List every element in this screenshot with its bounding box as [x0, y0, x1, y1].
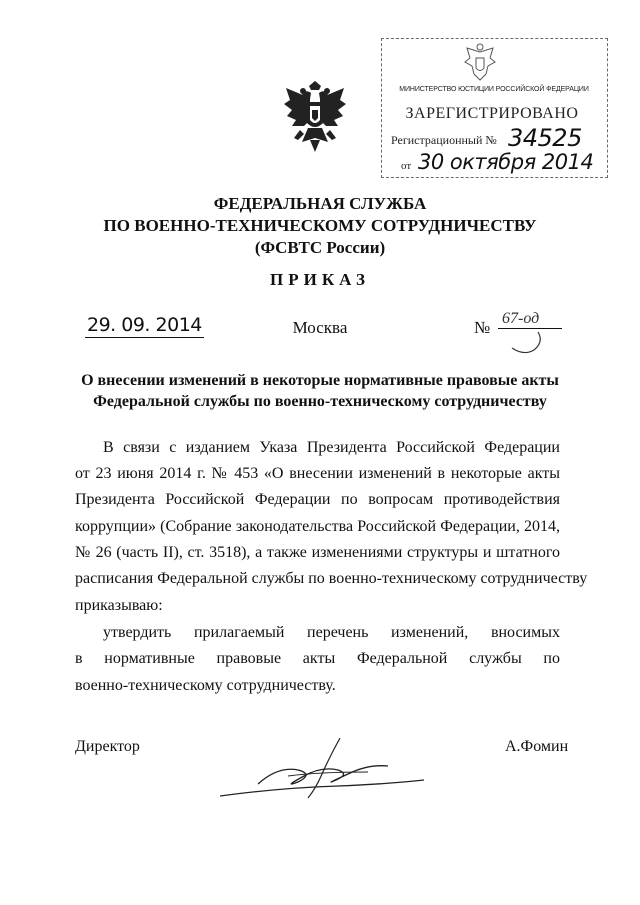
body-line: от 23 июня 2014 г. № 453 «О внесении изменений в некоторые акты	[75, 465, 560, 482]
order-date: 29. 09. 2014	[87, 314, 202, 336]
handwritten-curl-mark	[508, 330, 548, 356]
document-type-title: ПРИКАЗ	[270, 270, 370, 289]
body-line: коррупции» (Собрание законодательства Российской Федерации, 2014,	[75, 518, 560, 535]
body-line: В связи с изданием Указа Президента Российской Федерации	[103, 439, 560, 456]
body-line: в нормативные правовые акты Федеральной службы по	[75, 650, 560, 667]
agency-abbreviation: (ФСВТС России)	[254, 238, 386, 257]
body-line: расписания Федеральной службы по военно-техническому сотрудничеству	[75, 570, 588, 587]
body-line: Президента Российской Федерации по вопросам противодействия	[75, 491, 560, 508]
coat-of-arms-emblem	[282, 80, 348, 164]
handwritten-signature	[218, 736, 428, 802]
agency-name-line2: ПО ВОЕННО-ТЕХНИЧЕСКОМУ СОТРУДНИЧЕСТВУ	[103, 216, 537, 235]
body-line: военно-техническому сотрудничеству.	[75, 677, 336, 694]
stamp-date-label: от	[401, 160, 412, 172]
signatory-position: Директор	[75, 738, 140, 755]
order-number: 67-од	[498, 310, 562, 329]
body-line: приказываю:	[75, 597, 163, 614]
agency-name-line1: ФЕДЕРАЛЬНАЯ СЛУЖБА	[213, 194, 427, 213]
stamp-registration-number: 34525	[508, 124, 582, 152]
body-line: утвердить прилагаемый перечень изменений, вносимых	[103, 624, 560, 641]
subject-line2: Федеральной службы по военно-техническому сотрудничеству	[93, 393, 547, 410]
signatory-name: А.Фомин	[505, 738, 569, 755]
stamp-registration-date: 30 октября 2014	[418, 150, 594, 174]
stamp-ministry-name: МИНИСТЕРСТВО ЮСТИЦИИ РОССИЙСКОЙ ФЕДЕРАЦИИ	[399, 86, 589, 93]
order-number-label: №	[474, 318, 491, 337]
stamp-emblem-icon	[461, 42, 499, 84]
body-line: № 26 (часть II), ст. 3518), а также изменениями структуры и штатного	[75, 544, 560, 561]
subject-line1: О внесении изменений в некоторые нормативные правовые акты	[81, 372, 559, 389]
stamp-registered-label: ЗАРЕГИСТРИРОВАНО	[405, 105, 579, 122]
stamp-registration-number-label: Регистрационный №	[391, 133, 497, 147]
order-city: Москва	[292, 318, 348, 337]
